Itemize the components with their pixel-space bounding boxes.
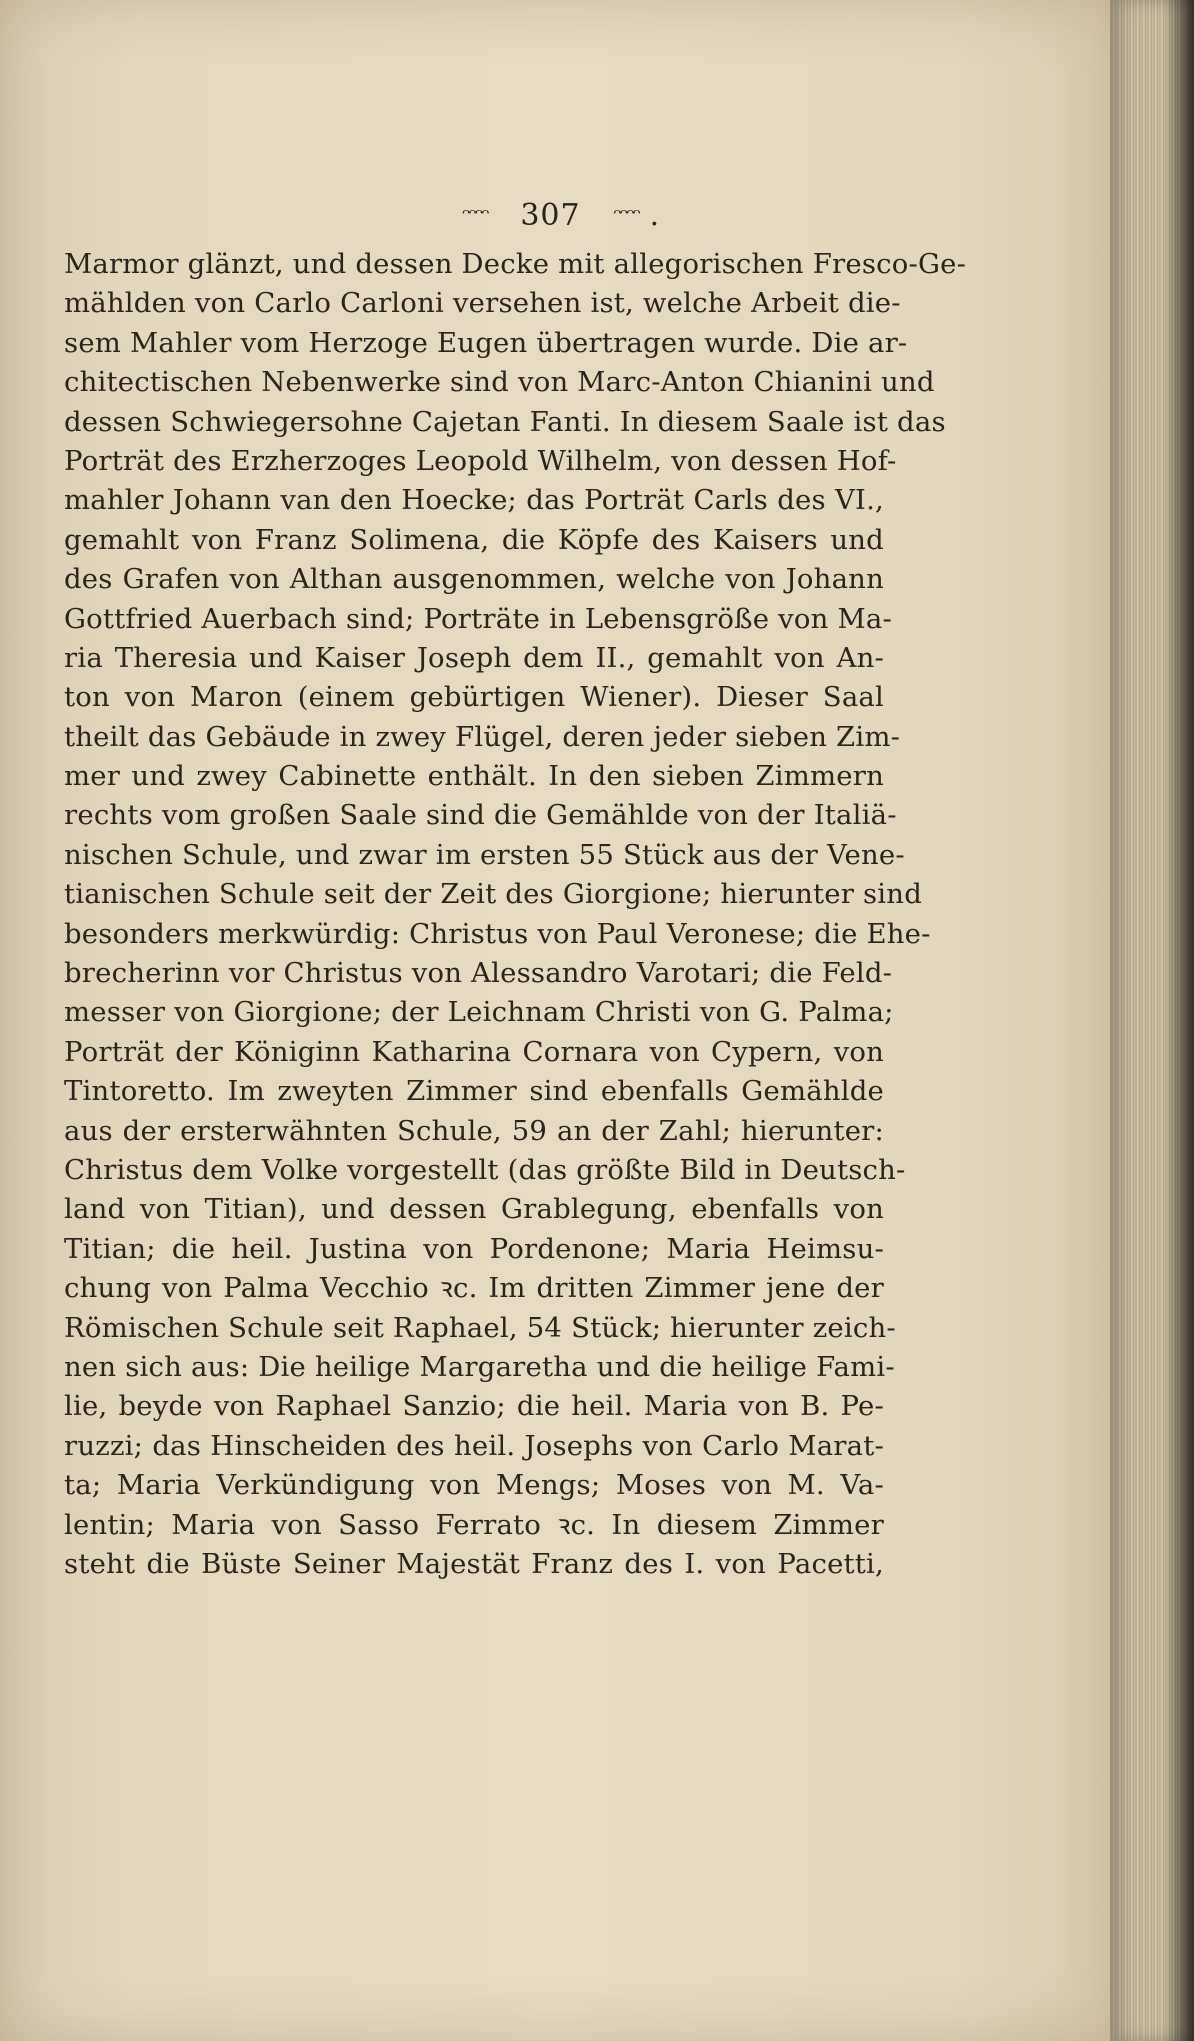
header-ornament-left: ᵔᵔᵔᵔ <box>461 204 488 230</box>
text-line: messer von Giorgione; der Leichnam Christi von G. Palma; <box>64 996 894 1029</box>
text-line: brecherinn vor Christus von Alessandro Varotari; die Feld- <box>64 957 893 990</box>
text-line: mahler Johann van den Hoecke; das Porträt Carls des VI., <box>64 484 884 517</box>
body-text <box>64 245 967 1584</box>
text-line: ton von Maron (einem gebürtigen Wiener). Dieser Saal <box>64 681 884 714</box>
text-line: Gottfried Auerbach sind; Porträte in Lebensgröße von Ma- <box>64 602 892 635</box>
book-fore-edge <box>1110 0 1194 2041</box>
text-line: chung von Palma Vecchio ꝛc. Im dritten Zimmer jene der <box>64 1272 884 1305</box>
text-line: steht die Büste Seiner Majestät Franz des I. von Pacetti, <box>64 1547 884 1580</box>
text-line: Porträt des Erzherzoges Leopold Wilhelm, von dessen Hof- <box>64 444 897 477</box>
header-dot: . <box>649 198 661 233</box>
text-line: ruzzi; das Hinscheiden des heil. Josephs von Carlo Marat- <box>64 1429 884 1462</box>
text-line: ta; Maria Verkündigung von Mengs; Moses von M. Va- <box>64 1469 884 1502</box>
text-line: gemahlt von Franz Solimena, die Köpfe des Kaisers und <box>64 523 884 556</box>
text-line: Porträt der Königinn Katharina Cornara von Cypern, von <box>64 1035 884 1068</box>
text-line: tianischen Schule seit der Zeit des Giorgione; hierunter sind <box>64 878 923 911</box>
text-line: Titian; die heil. Justina von Pordenone; Maria Heimsu- <box>64 1232 884 1265</box>
text-line: land von Titian), und dessen Grablegung, ebenfalls von <box>64 1193 884 1226</box>
text-line: Christus dem Volke vorgestellt (das größte Bild in Deutsch- <box>64 1153 906 1186</box>
text-line: mählden von Carlo Carloni versehen ist, welche Arbeit die- <box>64 287 901 320</box>
page-number: 307 <box>520 198 581 233</box>
text-line: rechts vom großen Saale sind die Gemählde von der Italiä- <box>64 799 897 832</box>
text-line: des Grafen von Althan ausgenommen, welche von Johann <box>64 563 884 596</box>
text-line: lie, beyde von Raphael Sanzio; die heil. Maria von B. Pe- <box>64 1390 884 1423</box>
text-line: besonders merkwürdig: Christus von Paul Veronese; die Ehe- <box>64 917 931 950</box>
text-line: aus der ersterwähnten Schule, 59 an der Zahl; hierunter: <box>64 1114 884 1147</box>
text-line: dessen Schwiegersohne Cajetan Fanti. In diesem Saale ist das <box>64 405 946 438</box>
text-line: nischen Schule, und zwar im ersten 55 Stück aus der Vene- <box>64 838 905 871</box>
text-line: lentin; Maria von Sasso Ferrato ꝛc. In diesem Zimmer <box>64 1508 884 1541</box>
text-line: Tintoretto. Im zweyten Zimmer sind ebenfalls Gemählde <box>64 1075 884 1108</box>
page-header <box>0 198 1122 233</box>
text-line: chitectischen Nebenwerke sind von Marc-Anton Chianini und <box>64 366 935 399</box>
text-line: Marmor glänzt, und dessen Decke mit allegorischen Fresco-Ge- <box>64 248 967 280</box>
text-line: nen sich aus: Die heilige Margaretha und die heilige Fami- <box>64 1350 895 1383</box>
text-line: ria Theresia und Kaiser Joseph dem II., gemahlt von An- <box>64 641 884 674</box>
text-line: Römischen Schule seit Raphael, 54 Stück; hierunter zeich- <box>64 1311 896 1344</box>
text-line: theilt das Gebäude in zwey Flügel, deren jeder sieben Zim- <box>64 720 901 753</box>
text-line: sem Mahler vom Herzoge Eugen übertragen wurde. Die ar- <box>64 326 908 359</box>
header-ornament-right: ᵔᵔᵔᵔ <box>613 204 640 230</box>
text-line: mer und zwey Cabinette enthält. In den sieben Zimmern <box>64 760 884 793</box>
